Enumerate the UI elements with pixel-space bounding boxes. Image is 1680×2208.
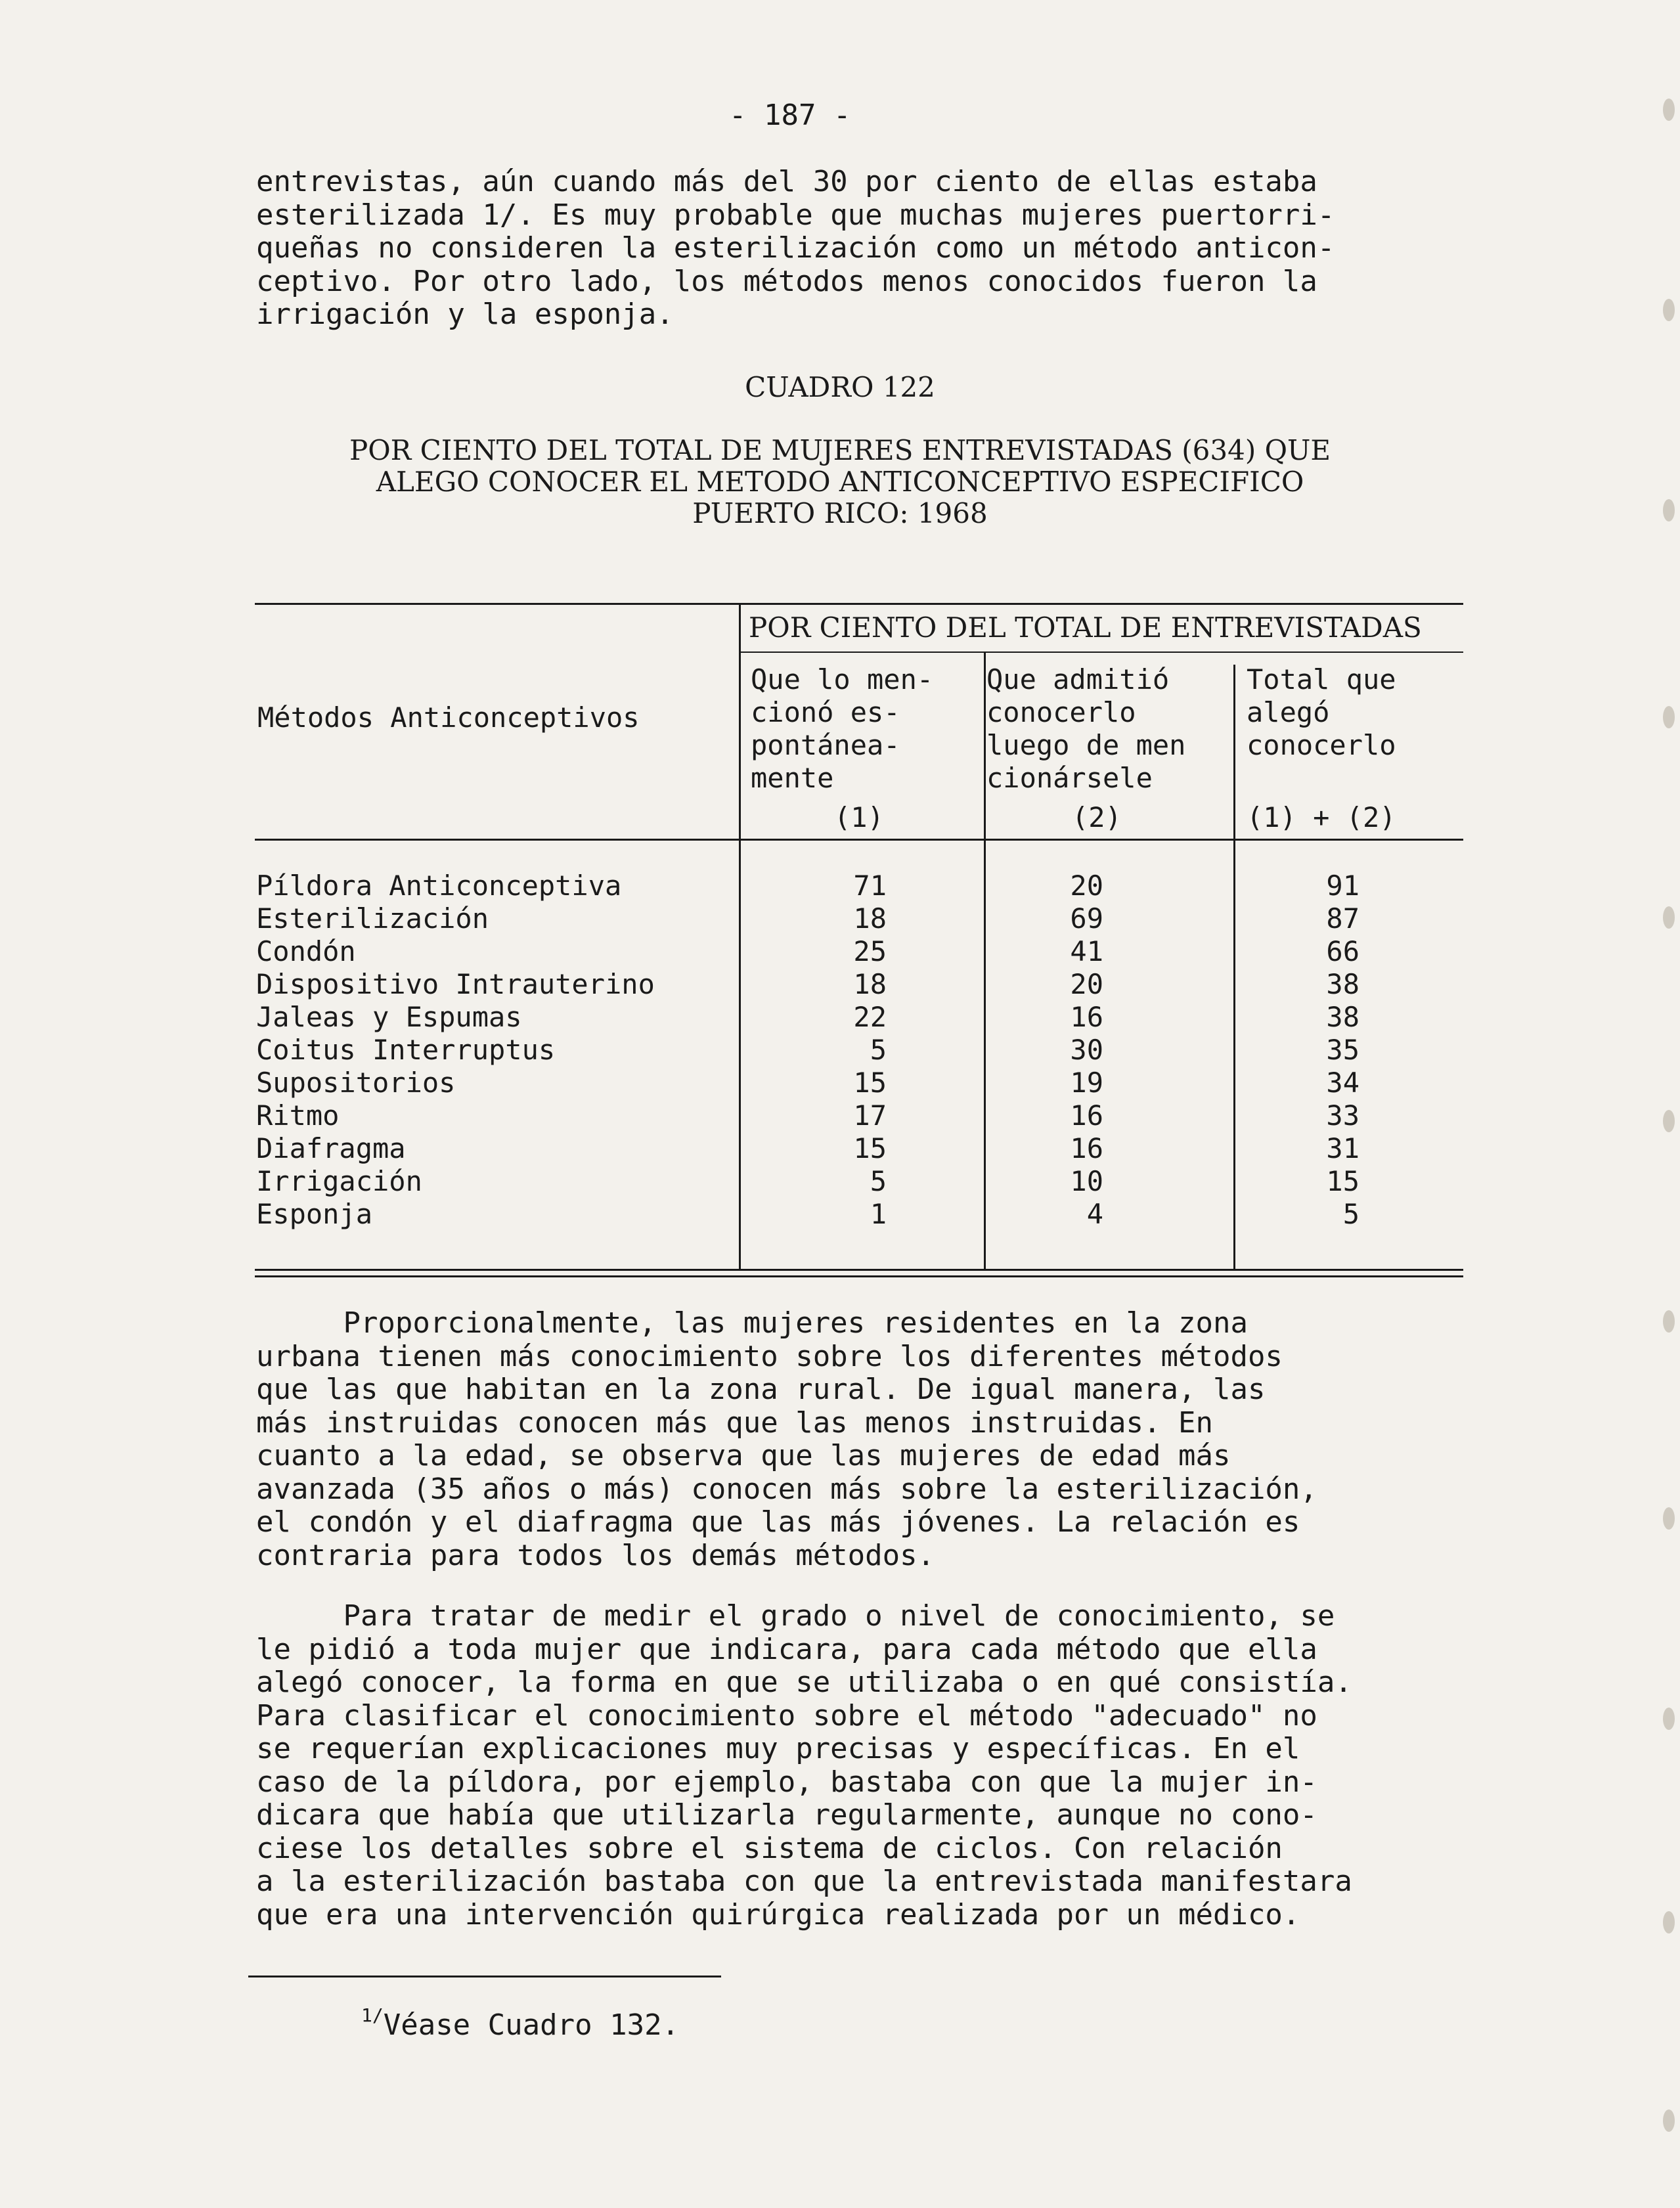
value-cell: 5 — [870, 1034, 887, 1066]
text-line: se requerían explicaciones muy precisas y específicas. En el — [256, 1732, 1300, 1765]
table-bottom-rule-2 — [255, 1275, 1463, 1277]
intro-paragraph — [256, 166, 1335, 332]
text-line: urbana tienen más conocimiento sobre los diferentes métodos — [256, 1339, 1283, 1373]
value-cell: 31 — [1326, 1132, 1359, 1164]
binder-hole-mark — [1663, 299, 1675, 321]
value-cell: 20 — [1070, 870, 1103, 902]
value-cell: 25 — [853, 935, 887, 967]
method-cell: Condón — [256, 935, 356, 967]
table-bottom-rule-1 — [255, 1269, 1463, 1271]
text-line: dicara que había que utilizarla regularmente, aunque no cono- — [256, 1798, 1317, 1832]
group-header-rule — [739, 651, 1463, 653]
footnote — [361, 2004, 679, 2042]
binder-hole-mark — [1663, 1110, 1675, 1132]
col2-header: Que admitió conocerlo luego de men cionársele — [986, 663, 1186, 794]
page-number: - 187 - — [729, 99, 851, 132]
text-line: Proporcionalmente, las mujeres residentes en la zona — [256, 1306, 1248, 1340]
value-cell: 35 — [1326, 1034, 1359, 1066]
value-cell: 1 — [870, 1198, 887, 1230]
method-cell: Dispositivo Intrauterino — [256, 968, 655, 1000]
value-cell: 20 — [1070, 968, 1103, 1000]
value-cell: 69 — [1070, 902, 1103, 935]
table-title — [0, 435, 1680, 529]
text-line: contraria para todos los demás métodos. — [256, 1538, 935, 1572]
table-top-rule — [255, 603, 1463, 605]
value-cell: 15 — [853, 1067, 887, 1099]
value-cell: 18 — [853, 968, 887, 1000]
method-cell: Supositorios — [256, 1067, 456, 1099]
col2-code: (2) — [1072, 801, 1122, 833]
value-cell: 16 — [1070, 1001, 1103, 1033]
value-cell: 91 — [1326, 870, 1359, 902]
col3-header: Total que alegó conocerlo — [1247, 663, 1396, 761]
text-line: irrigación y la esponja. — [256, 298, 674, 331]
method-cell: Diafragma — [256, 1132, 406, 1164]
title-line: POR CIENTO DEL TOTAL DE MUJERES ENTREVISTADAS (634) QUE — [349, 434, 1331, 466]
text-line: Para tratar de medir el grado o nivel de conocimiento, se — [256, 1599, 1335, 1633]
binder-hole-mark — [1663, 706, 1675, 728]
method-cell: Esponja — [256, 1198, 373, 1230]
binder-hole-mark — [1663, 1310, 1675, 1333]
footnote-marker: 1/ — [361, 2004, 384, 2026]
binder-hole-mark — [1663, 99, 1675, 121]
method-cell: Jaleas y Espumas — [256, 1001, 522, 1033]
column-divider — [739, 603, 741, 1269]
value-cell: 10 — [1070, 1165, 1103, 1197]
text-line: más instruidas conocen más que las menos instruidas. En — [256, 1405, 1213, 1440]
value-cell: 87 — [1326, 902, 1359, 935]
table-number: CUADRO 122 — [745, 371, 935, 403]
value-cell: 16 — [1070, 1099, 1103, 1132]
text-line: a la esterilización bastaba con que la entrevistada manifestara — [256, 1865, 1352, 1898]
text-line: Para clasificar el conocimiento sobre el método "adecuado" no — [256, 1698, 1317, 1733]
footnote-rule — [248, 1976, 721, 1977]
text-line: que era una intervención quirúrgica realizada por un médico. — [256, 1897, 1300, 1932]
binder-hole-mark — [1663, 1507, 1675, 1530]
column-divider — [1233, 665, 1235, 1269]
binder-hole-mark — [1663, 2109, 1675, 2132]
text-line: cuanto a la edad, se observa que las mujeres de edad más — [256, 1439, 1231, 1472]
text-line: le pidió a toda mujer que indicara, para cada método que ella — [256, 1632, 1317, 1666]
text-line: avanzada (35 años o más) conocen más sobre la esterilización, — [256, 1472, 1317, 1506]
footnote-text: Véase Cuadro 132. — [383, 2008, 680, 2042]
value-cell: 41 — [1070, 935, 1103, 967]
value-cell: 66 — [1326, 935, 1359, 967]
text-line: ceptivo. Por otro lado, los métodos menos conocidos fueron la — [256, 264, 1317, 298]
method-cell: Coitus Interruptus — [256, 1034, 556, 1066]
binder-hole-mark — [1663, 1708, 1675, 1730]
value-cell: 33 — [1326, 1099, 1359, 1132]
value-cell: 71 — [853, 870, 887, 902]
value-cell: 5 — [870, 1165, 887, 1197]
urban-rural-paragraph — [256, 1307, 1317, 1572]
column-divider — [984, 651, 986, 1269]
binder-hole-mark — [1663, 906, 1675, 929]
col1-code: (1) — [834, 801, 884, 833]
text-line: alegó conocer, la forma en que se utilizaba o en qué consistía. — [256, 1666, 1352, 1699]
value-cell: 22 — [853, 1001, 887, 1033]
value-cell: 15 — [1326, 1165, 1359, 1197]
binder-hole-mark — [1663, 1911, 1675, 1933]
text-line: el condón y el diafragma que las más jóvenes. La relación es — [256, 1505, 1300, 1539]
value-cell: 30 — [1070, 1034, 1103, 1066]
value-cell: 19 — [1070, 1067, 1103, 1099]
text-line: queñas no consideren la esterilización como un método anticon- — [256, 231, 1335, 265]
text-line: caso de la píldora, por ejemplo, bastaba con que la mujer in- — [256, 1765, 1317, 1799]
title-line: PUERTO RICO: 1968 — [692, 497, 988, 529]
text-line: ciese los detalles sobre el sistema de ciclos. Con relación — [256, 1831, 1283, 1865]
binder-hole-mark — [1663, 499, 1675, 521]
text-line: que las que habitan en la zona rural. De igual manera, las — [256, 1373, 1266, 1406]
knowledge-level-paragraph — [256, 1600, 1352, 1932]
value-cell: 38 — [1326, 968, 1359, 1000]
method-cell: Ritmo — [256, 1099, 340, 1132]
value-cell: 17 — [853, 1099, 887, 1132]
value-cell: 38 — [1326, 1001, 1359, 1033]
text-line: entrevistas, aún cuando más del 30 por ciento de ellas estaba — [256, 165, 1317, 198]
method-cell: Irrigación — [256, 1165, 422, 1197]
col3-code: (1) + (2) — [1247, 801, 1396, 833]
method-cell: Píldora Anticonceptiva — [256, 870, 622, 902]
row-header: Métodos Anticonceptivos — [257, 701, 640, 734]
col1-header: Que lo men- cionó es- pontánea- mente — [751, 663, 934, 794]
value-cell: 4 — [1086, 1198, 1103, 1230]
value-cell: 34 — [1326, 1067, 1359, 1099]
value-cell: 16 — [1070, 1132, 1103, 1164]
text-line: esterilizada 1/. Es muy probable que muchas mujeres puertorri- — [256, 198, 1335, 232]
value-cell: 18 — [853, 902, 887, 935]
header-bottom-rule — [255, 839, 1463, 841]
method-cell: Esterilización — [256, 902, 489, 935]
value-cell: 15 — [853, 1132, 887, 1164]
group-header: POR CIENTO DEL TOTAL DE ENTREVISTADAS — [749, 611, 1422, 644]
title-line: ALEGO CONOCER EL METODO ANTICONCEPTIVO ESPECIFICO — [376, 466, 1304, 498]
value-cell: 5 — [1342, 1198, 1359, 1230]
